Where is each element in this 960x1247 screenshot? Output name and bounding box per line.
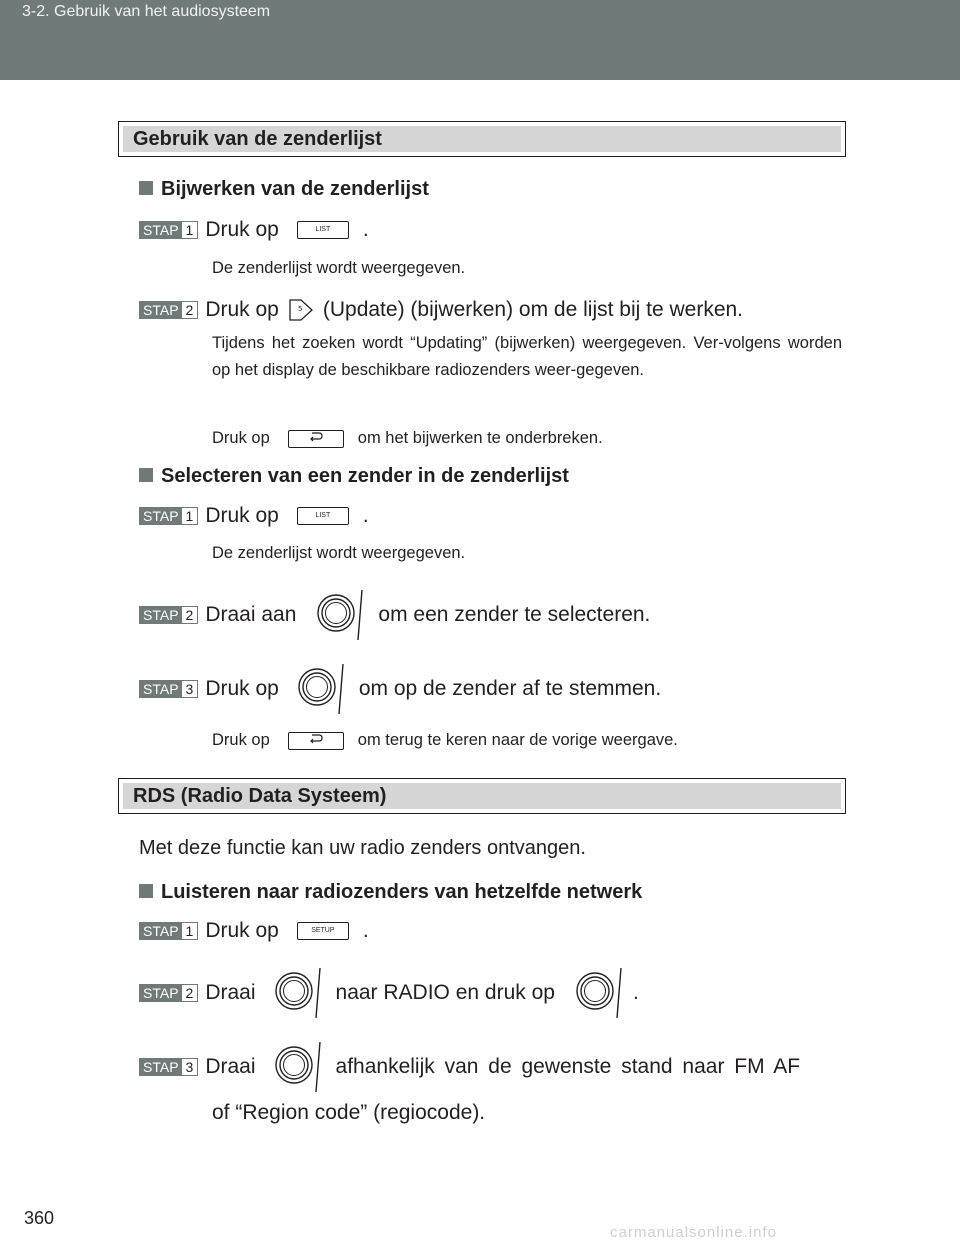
stap-badge: STAP 2 [139,984,198,1002]
list-button-icon: LIST [297,221,349,239]
setup-button-icon: SETUP [297,922,349,940]
step-note-cancel: Druk op om het bijwerken te onderbreken. [212,429,603,447]
section-title: Gebruik van de zenderlijst [133,127,382,150]
bullet-square-icon [139,468,153,482]
step-note-back: Druk op om terug te keren naar de vorige weergave. [212,731,678,749]
back-button-icon [288,430,344,448]
step-2: STAP 2 Druk op 5 (Update) (bijwerken) om de lijst bij te werken. [139,298,743,322]
step-1: STAP 1 Druk op LIST . [139,504,369,528]
chapter-title: 3-2. Gebruik van het audiosysteem [22,3,271,20]
bullet-square-icon [139,181,153,195]
subheading: Luisteren naar radiozenders van hetzelfde netwerk [139,881,642,904]
tune-knob-icon [310,588,372,642]
step-3: STAP 3 Draai afhankelijk van de gewenste stand naar FM AF [139,1040,800,1094]
step-2: STAP 2 Draai aan om een zender te selecteren. [139,588,650,642]
step-note: De zenderlijst wordt weergegeven. [212,544,466,562]
tune-knob-icon [291,662,353,716]
page-number: 360 [24,1208,55,1228]
stap-badge: STAP 1 [139,507,198,525]
step-1: STAP 1 Druk op LIST . [139,218,369,242]
tune-knob-icon [268,966,330,1020]
back-button-icon [288,732,344,750]
stap-badge: STAP 1 [139,221,198,239]
section-intro: Met deze functie kan uw radio zenders ontvangen. [139,837,586,859]
bullet-square-icon [139,884,153,898]
step-note: Tijdens het zoeken wordt “Updating” (bijwerken) weergegeven. Ver-volgens worden op het display de beschikbare radiozenders weer-gegeven. [212,334,842,379]
stap-badge: STAP 3 [139,680,198,698]
step-1: STAP 1 Druk op SETUP . [139,919,369,943]
tune-knob-icon [569,966,631,1020]
subheading: Bijwerken van de zenderlijst [139,178,429,201]
list-button-icon: LIST [297,507,349,525]
preset-5-button-icon [287,298,315,322]
stap-badge: STAP 3 [139,1058,198,1076]
subheading: Selecteren van een zender in de zenderlijst [139,465,569,488]
section-title-box [118,778,846,814]
step-continuation: of “Region code” (regiocode). [212,1101,486,1124]
stap-badge: STAP 2 [139,301,198,319]
step-note: De zenderlijst wordt weergegeven. [212,259,466,277]
chapter-header-bar [0,0,960,80]
step-3: STAP 3 Druk op om op de zender af te stemmen. [139,662,661,716]
stap-badge: STAP 1 [139,922,198,940]
watermark: carmanualsonline.info [610,1224,777,1241]
step-2: STAP 2 Draai naar RADIO en druk op . [139,966,639,1020]
section-title: RDS (Radio Data Systeem) [133,784,387,807]
section-title-box [118,121,846,157]
svg-text:5: 5 [297,305,303,313]
stap-badge: STAP 2 [139,606,198,624]
tune-knob-icon [268,1040,330,1094]
